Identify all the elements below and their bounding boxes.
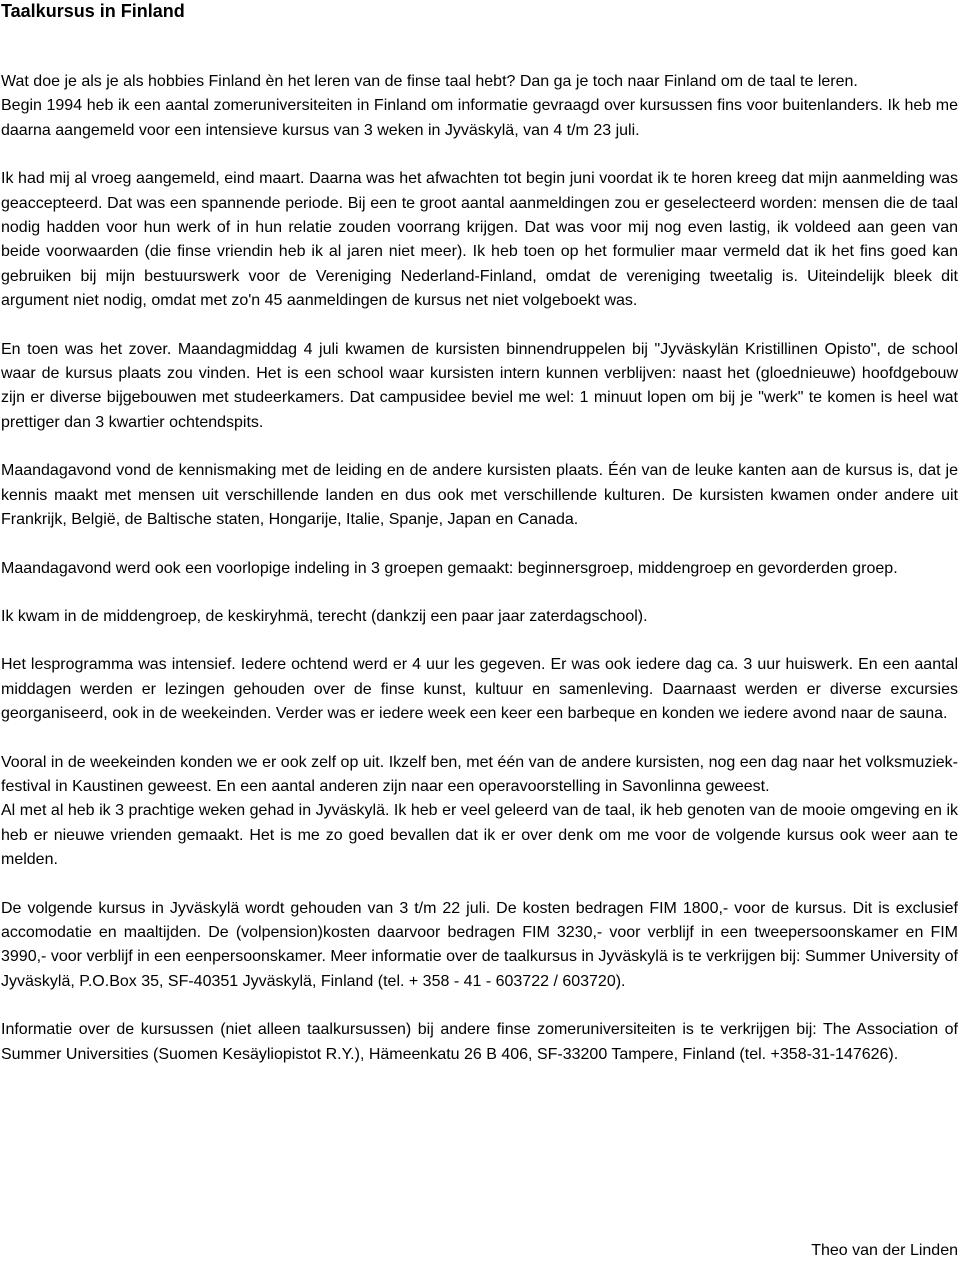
document-body [1,70,958,1067]
paragraph-informatie: Informatie over de kursussen (niet alleen taalkursussen) bij andere finse zomeruniversiteiten is te verkrijgen bij: The Association of Summer Universities (Suomen Kesäyliopistot R.Y.), Hämeenkatu 26 B 406, SF-33200 Tampere, Finland (tel. +358-31-147626). [1,1021,958,1063]
paragraph-gap [1,727,958,751]
paragraph-gap [1,314,958,338]
author-signature: Theo van der Linden [811,1242,958,1259]
paragraph-weekeinden: Vooral in de weekeinden konden we er ook zelf op uit. Ikzelf ben, met één van de andere kursisten, nog een dag naar het volksmuziek-festival in Kaustinen geweest. En een aantal anderen zijn naar een operavoorstelling in Savonlinna geweest. [1,753,958,795]
paragraph-kennismaking: Maandagavond vond de kennismaking met de leiding en de andere kursisten plaats. Één van de leuke kanten aan de kursus is, dat je kennis maakt met mensen uit verschillende landen en dus ook met verschillende kulturen. De kursisten kwamen onder andere uit Frankrijk, België, de Baltische staten, Hongarije, Italie, Spanje, Japan en Canada. [1,462,958,529]
paragraph-indeling: Maandagavond werd ook een voorlopige indeling in 3 groepen gemaakt: beginnersgroep, middengroep en gevorderden groep. [1,559,898,577]
paragraph-middengroep: Ik kwam in de middengroep, de keskiryhmä, terecht (dankzij een paar jaar zaterdagschool). [1,607,648,625]
paragraph-gap [1,143,958,167]
paragraph-gap [1,581,958,605]
paragraph-gap [1,435,958,459]
paragraph-al-met-al: Al met al heb ik 3 prachtige weken gehad in Jyväskylä. Ik heb er veel geleerd van de taal, ik heb genoten van de mooie omgeving en ik heb er nieuwe vrienden gemaakt. Het is me zo goed bevallen dat ik er over denk om me voor de volgende kursus ook weer aan te melden. [1,802,958,869]
paragraph-intro: Wat doe je als je als hobbies Finland èn het leren van de finse taal hebt? Dan ga je toch naar Finland om de taal te leren. [1,73,858,90]
paragraph-begin-1994: Begin 1994 heb ik een aantal zomeruniversiteiten in Finland om informatie gevraagd over kursussen fins voor buitenlanders. Ik heb me daarna aangemeld voor een intensieve kursus van 3 weken in Jyväskylä, van 4 t/m 23 juli. [1,97,958,139]
paragraph-gap [1,994,958,1018]
paragraph-aankomst: En toen was het zover. Maandagmiddag 4 juli kwamen de kursisten binnendruppelen bij "Jyväskylän Kristillinen Opisto", de school waar de kursus plaats zou vinden. Het is een school waar kursisten intern kunnen verblijven: naast het (gloednieuwe) hoofdgebouw zijn er diverse bijgebouwen met studeerkamers. Dat campusidee beviel me wel: 1 minuut lopen om bij je "werk" te komen is heel wat prettiger dan 3 kwartier ochtendspits. [1,340,958,431]
document-title: Taalkursus in Finland [1,1,185,21]
paragraph-aanmelding: Ik had mij al vroeg aangemeld, eind maart. Daarna was het afwachten tot begin juni voordat ik te horen kreeg dat mijn aanmelding was geaccepteerd. Dat was een spannende periode. Bij een te groot aantal aanmeldingen zou er geselecteerd worden: mensen die de taal nodig hadden voor hun werk of in hun relatie zouden voorrang krijgen. Dat was voor mij nog even lastig, ik voldeed aan geen van beide voorwaarden (die finse vriendin heb ik al jaren niet meer). Ik heb toen op het formulier maar vermeld dat ik het fins goed kan gebruiken bij mijn bestuurswerk voor de Vereniging Nederland-Finland, omdat de vereniging tweetalig is. Uiteindelijk bleek dit argument niet nodig, omdat met zo'n 45 aanmeldingen de kursus net niet volgeboekt was. [1,170,958,310]
paragraph-gap [1,533,958,557]
paragraph-gap [1,629,958,653]
paragraph-gap [1,873,958,897]
paragraph-volgende-kursus: De volgende kursus in Jyväskylä wordt gehouden van 3 t/m 22 juli. De kosten bedragen FIM 1800,- voor de kursus. Dit is exclusief accomodatie en maaltijden. De (volpension)kosten daarvoor bedragen FIM 3230,- voor verblijf in een tweepersoonskamer en FIM 3990,- voor verblijf in een eenpersoonskamer. Meer informatie over de taalkursus in Jyväskylä is te verkrijgen bij: Summer University of Jyväskylä, P.O.Box 35, SF-40351 Jyväskylä, Finland (tel. + 358 - 41 - 603722 / 603720). [1,899,958,990]
paragraph-lesprogramma: Het lesprogramma was intensief. Iedere ochtend werd er 4 uur les gegeven. Er was ook iedere dag ca. 3 uur huiswerk. En een aantal middagen werden er lezingen gehouden over de finse kunst, kultuur en samenleving. Daarnaast werden er diverse excursies georganiseerd, ook in de weekeinden. Verder was er iedere week een keer een barbeque en konden we iedere avond naar de sauna. [1,656,958,723]
